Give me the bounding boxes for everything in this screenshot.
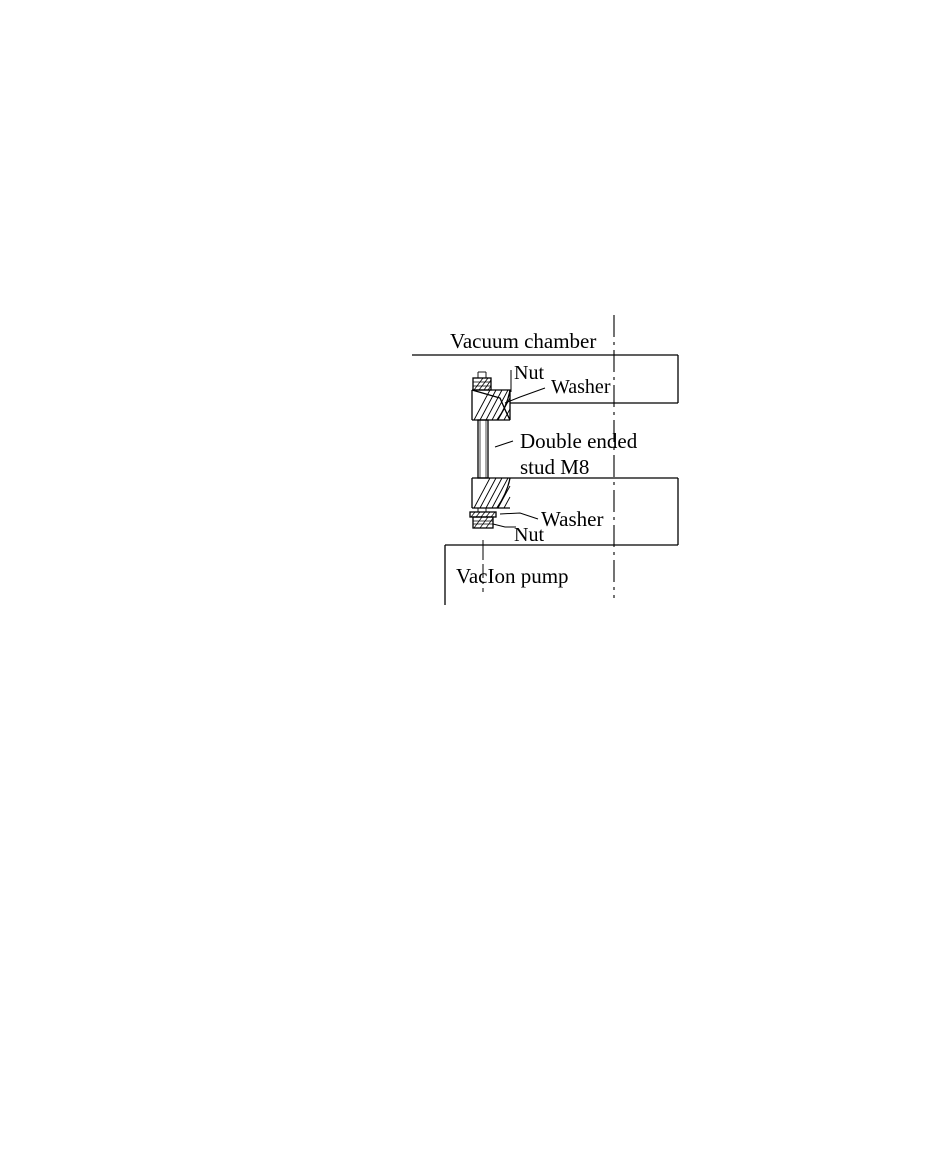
label-washer-bottom: Washer — [541, 507, 604, 531]
upper-flange-hatching — [474, 390, 510, 420]
upper-flange-outline — [472, 390, 510, 420]
stud-shaft — [478, 420, 488, 478]
leader-nut-bottom — [493, 524, 516, 527]
upper-nut-hatching — [474, 378, 491, 390]
label-washer-top: Washer — [551, 376, 611, 398]
lower-washer-hatching — [471, 512, 495, 517]
lower-nut-hatching — [474, 517, 493, 528]
label-nut-top: Nut — [514, 362, 544, 384]
leader-stud — [495, 441, 513, 447]
label-vacuum-chamber: Vacuum chamber — [450, 329, 597, 353]
label-stud-line2: stud M8 — [520, 455, 590, 479]
label-vacion-pump: VacIon pump — [456, 564, 569, 588]
label-nut-bottom: Nut — [514, 524, 544, 546]
leader-washer-bottom — [500, 513, 538, 519]
stud-thread-lines — [480, 420, 486, 478]
lower-flange-hatching — [474, 478, 510, 508]
label-stud-line1: Double ended — [520, 429, 638, 453]
lower-flange-fillet — [497, 478, 510, 508]
